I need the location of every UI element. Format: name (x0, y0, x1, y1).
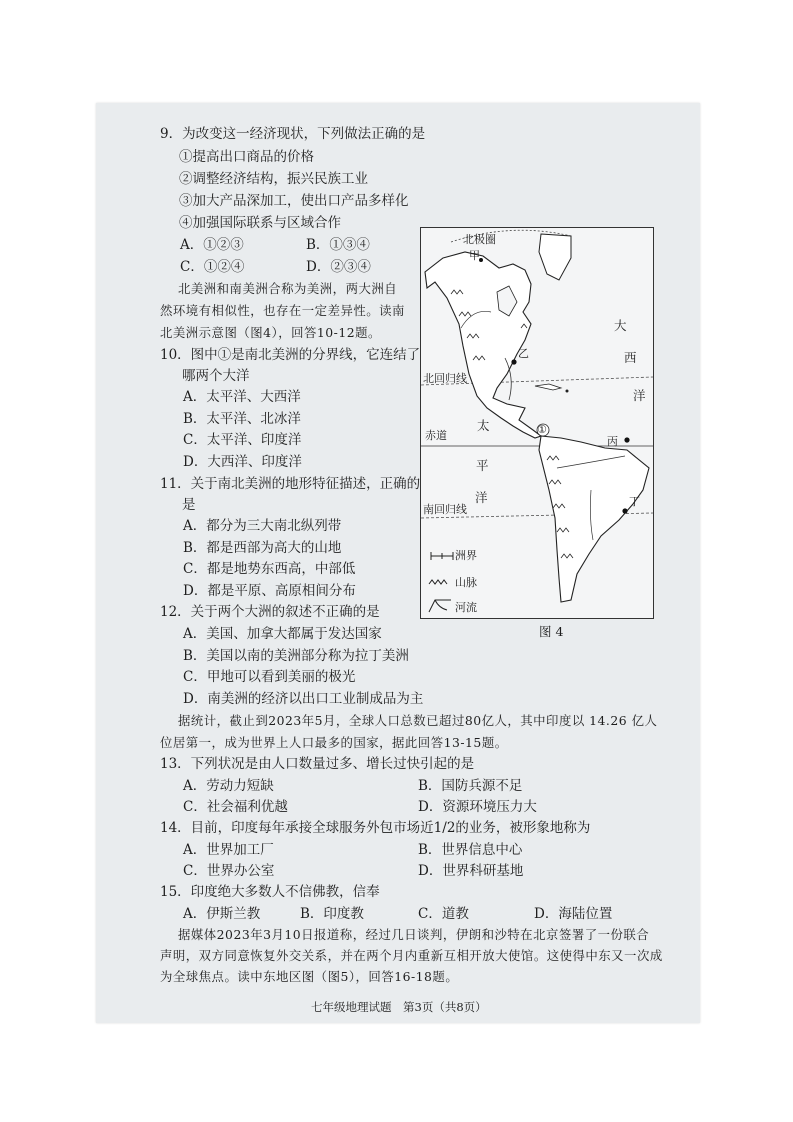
q9-item: ②调整经济结构，振兴民族工业 (179, 171, 368, 187)
marker-1-label: ① (537, 423, 547, 436)
q12-stem: 12．关于两个大洲的叙述不正确的是 (160, 604, 380, 620)
q13-option-c: C．社会福利优越 (183, 799, 288, 815)
q10-option-a: A．太平洋、大西洋 (183, 389, 301, 405)
passage-line: 位居第一，成为世界上人口最多的国家，据此回答13-15题。 (160, 735, 508, 750)
q11-stem: 11．关于南北美洲的地形特征描述，正确的 (160, 476, 421, 492)
q14-option-c: C．世界办公室 (183, 863, 275, 879)
pacific-label-char: 太 (477, 418, 490, 433)
passage-line: 北美洲示意图（图4），回答10-12题。 (160, 325, 381, 340)
q9-item: ④加强国际联系与区域合作 (179, 215, 341, 231)
q15-option-a: A．伊斯兰教 (183, 906, 261, 922)
q9-stem: 9．为改变这一经济现状，下列做法正确的是 (160, 126, 426, 142)
q13-option-a: A．劳动力短缺 (183, 778, 274, 794)
legend-mountain-label: 山脉 (455, 576, 477, 589)
q9-item: ③加大产品深加工，使出口产品多样化 (179, 193, 409, 209)
passage-line: 然环境有相似性，也存在一定差异性。读南 (160, 303, 405, 318)
legend-river-label: 河流 (455, 601, 477, 614)
q11-option-b: B．都是西部为高大的山地 (183, 540, 342, 556)
q13-stem: 13．下列状况是由人口数量过多、增长过快引起的是 (160, 756, 475, 772)
q14-option-b: B．世界信息中心 (418, 842, 523, 858)
q14-option-d: D．世界科研基地 (418, 863, 524, 879)
q9-item: ①提高出口商品的价格 (179, 149, 314, 165)
q14-option-a: A．世界加工厂 (183, 842, 274, 858)
q9-option-c: C．①②④ (180, 259, 245, 275)
q15-stem: 15．印度绝大多数人不信佛教，信奉 (160, 884, 380, 900)
page-footer: 七年级地理试题 第3页（共8页） (311, 1000, 487, 1014)
q9-option-a: A．①②③ (180, 237, 244, 253)
q10-stem: 10．图中①是南北美洲的分界线，它连结了 (160, 347, 421, 363)
q15-option-c: C．道教 (418, 906, 469, 922)
q11-option-a: A．都分为三大南北纵列带 (183, 518, 342, 534)
q15-option-d: D．海陆位置 (534, 906, 613, 922)
q10-option-c: C．太平洋、印度洋 (183, 432, 302, 448)
point-ding-label: 丁 (629, 495, 640, 508)
q13-option-b: B．国防兵源不足 (418, 778, 523, 794)
tropic-capricorn-label: 南回归线 (423, 503, 467, 516)
passage-line: 北美洲和南美洲合称为美洲，两大洲自 (178, 281, 398, 296)
figure-4-map (420, 227, 654, 619)
q12-option-b: B．美国以南的美洲部分称为拉丁美洲 (183, 648, 409, 664)
legend-boundary-label: 洲界 (455, 549, 477, 562)
equator-label: 赤道 (425, 429, 447, 442)
q10-option-d: D．大西洋、印度洋 (183, 454, 302, 470)
point-bing-label: 丙 (607, 435, 618, 448)
q11-option-d: D．都是平原、高原相间分布 (183, 583, 356, 599)
pacific-label-char: 平 (476, 458, 489, 473)
point-yi-label: 乙 (518, 347, 529, 360)
passage-line: 为全球焦点。读中东地区图（图5），回答16-18题。 (160, 969, 459, 984)
q14-stem: 14．目前，印度每年承接全球服务外包市场近1/2的业务，被形象地称为 (160, 820, 591, 836)
q11-option-c: C．都是地势东西高，中部低 (183, 561, 356, 577)
q9-option-d: D．②③④ (306, 259, 371, 275)
point-jia-label: 甲 (469, 249, 480, 262)
q12-option-d: D．南美洲的经济以出口工业制成品为主 (183, 691, 424, 707)
figure-4-caption: 图 4 (539, 624, 564, 639)
passage-line: 据媒体2023年3月10日报道称，经过几日谈判，伊朗和沙特在北京签署了一份联合 (178, 927, 650, 942)
q11-stem: 是 (182, 497, 196, 513)
passage-line: 声明，双方同意恢复外交关系，并在两个月内重新互相开放大使馆。这使得中东又一次成 (160, 948, 663, 963)
q10-stem: 哪两个大洋 (182, 368, 250, 384)
q15-option-b: B．印度教 (300, 906, 364, 922)
atlantic-label-char: 西 (624, 350, 637, 365)
q10-option-b: B．太平洋、北冰洋 (183, 411, 301, 427)
q12-option-c: C．甲地可以看到美丽的极光 (183, 669, 356, 685)
q9-option-b: B．①③④ (306, 237, 370, 253)
q12-option-a: A．美国、加拿大都属于发达国家 (183, 626, 382, 642)
passage-line: 据统计，截止到2023年5月，全球人口总数已超过80亿人，其中印度以 14.26 亿人 (178, 713, 658, 728)
atlantic-label-char: 洋 (633, 388, 646, 403)
arctic-circle-label: 北极圈 (463, 233, 496, 246)
atlantic-label-char: 大 (614, 318, 627, 333)
tropic-cancer-label: 北回归线 (423, 372, 467, 385)
q13-option-d: D．资源环境压力大 (418, 799, 537, 815)
pacific-label-char: 洋 (475, 490, 488, 505)
